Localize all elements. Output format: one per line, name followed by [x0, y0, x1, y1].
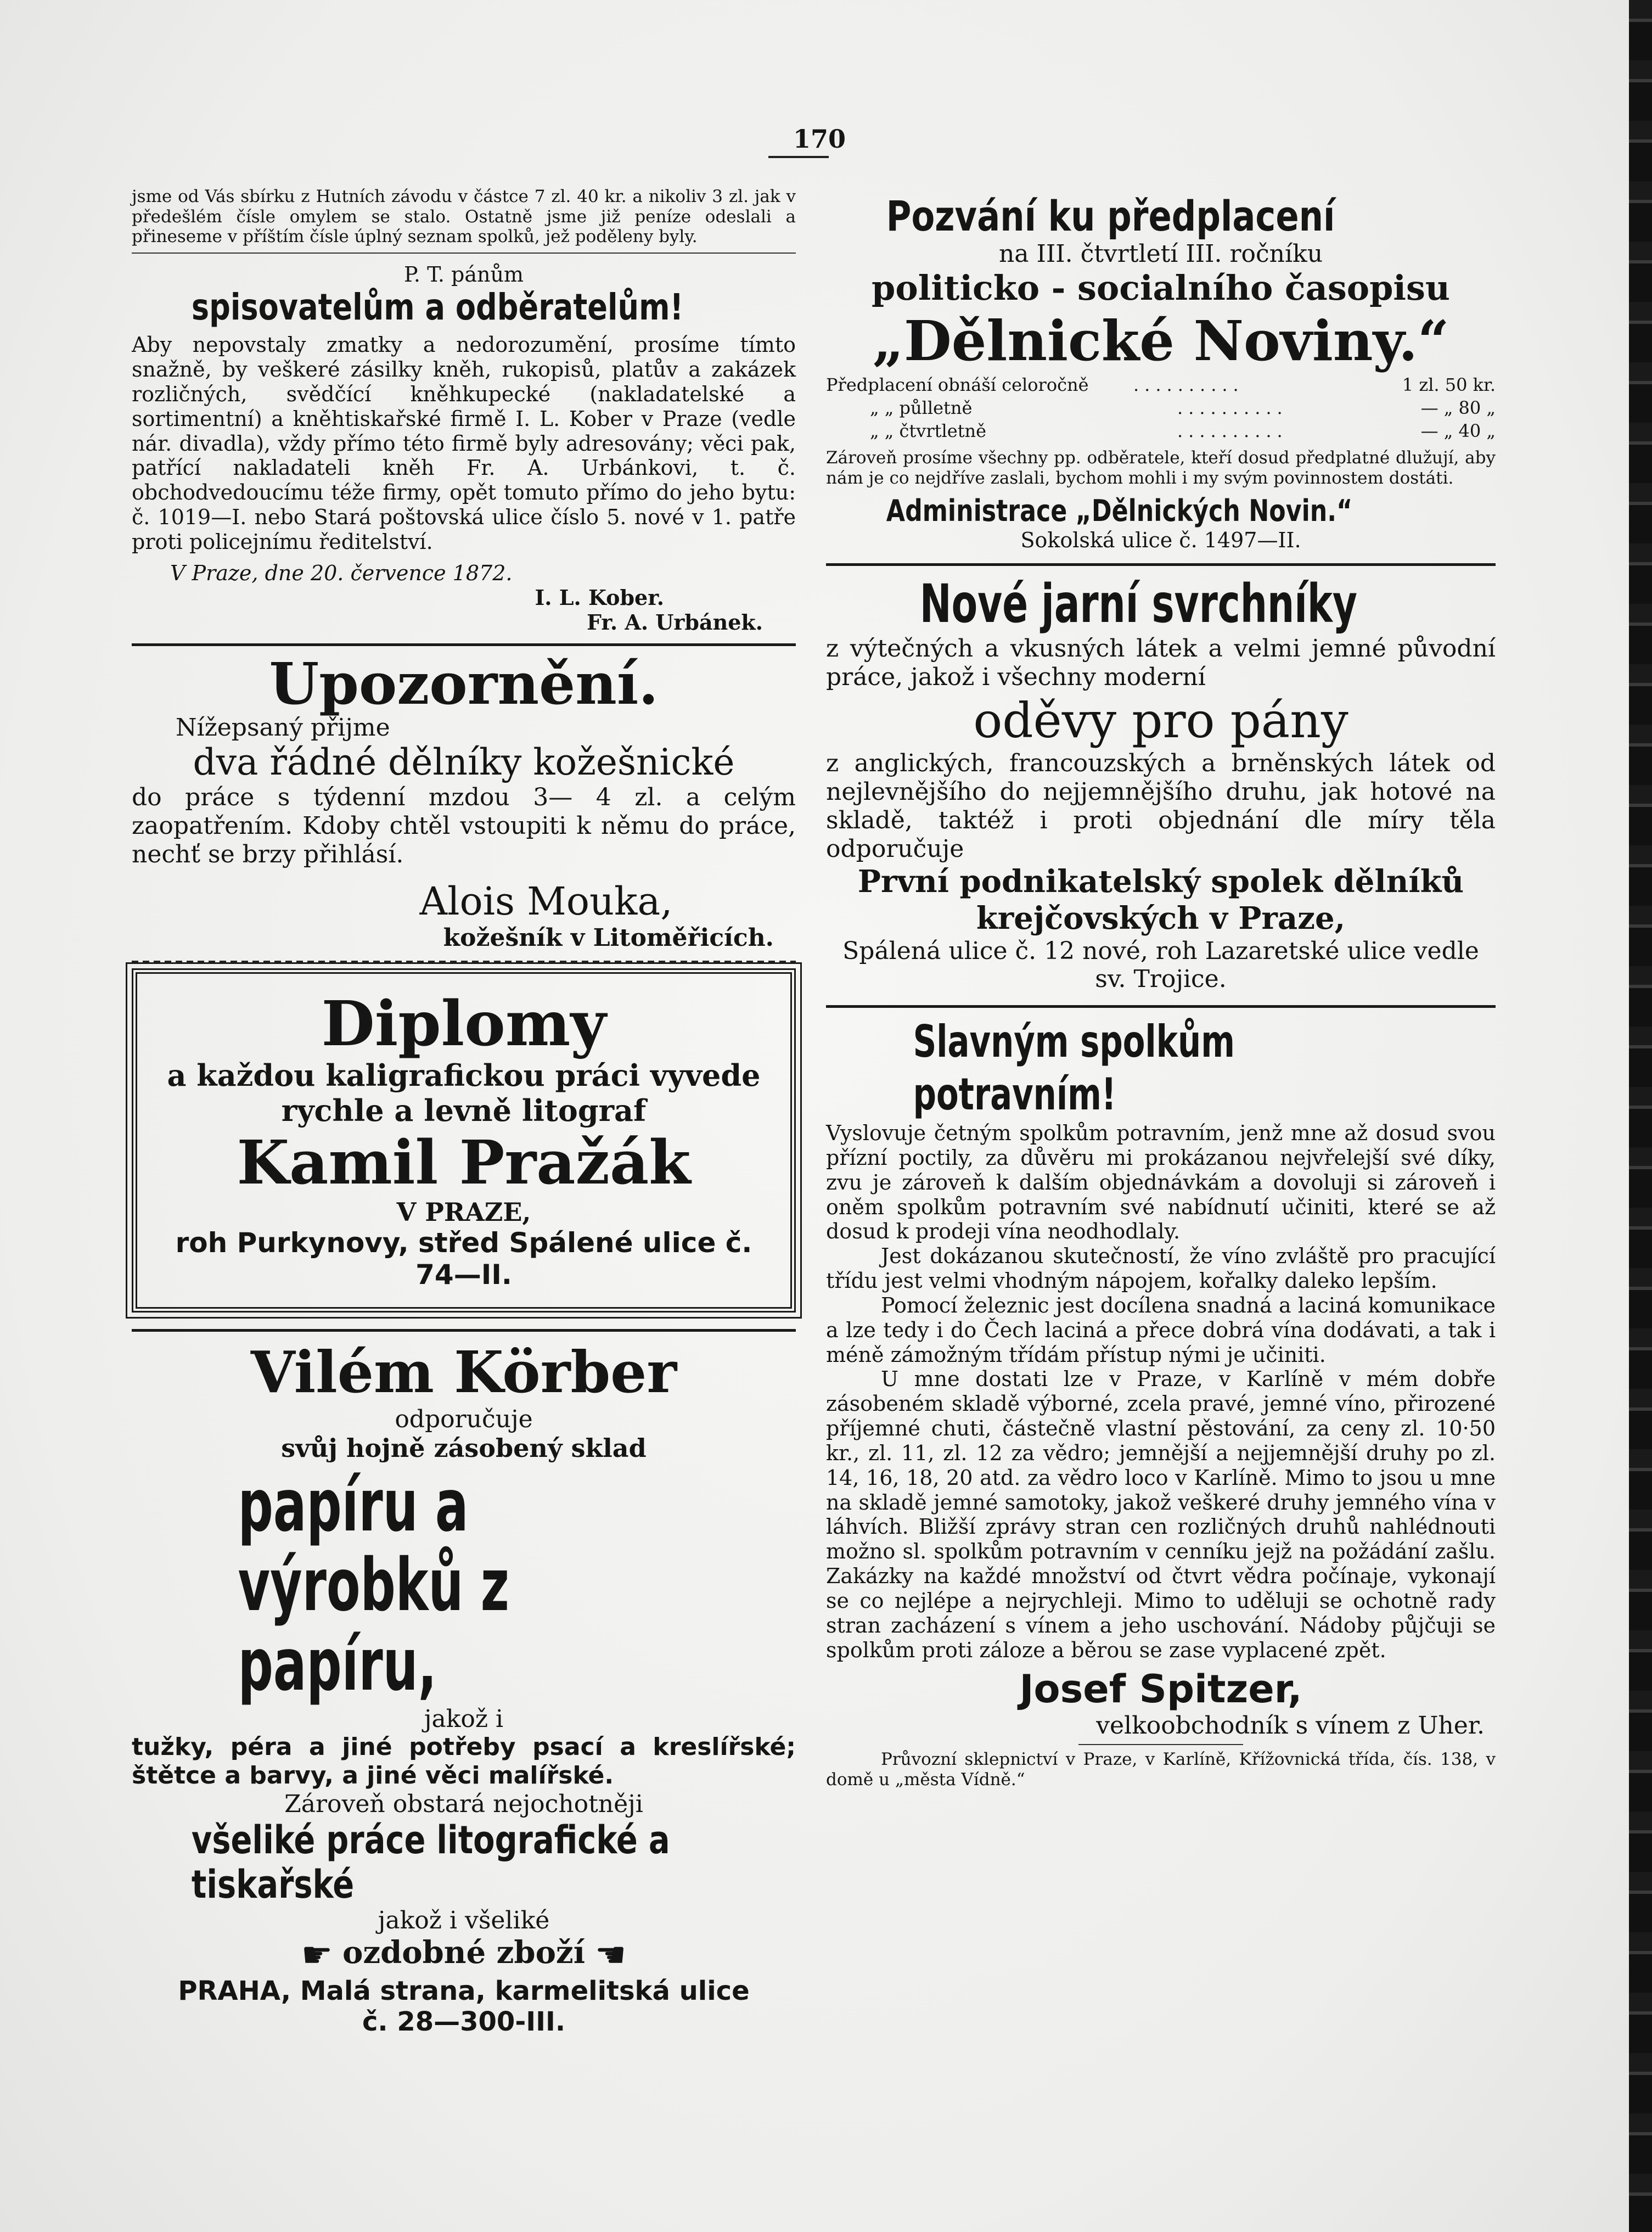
korber-also-3: jakož i všeliké	[378, 1906, 550, 1935]
price-label: „ „ půlletně	[870, 397, 973, 418]
notice-headline: dva řádné dělníky kožešnické	[193, 741, 735, 783]
coats-address: Spálená ulice č. 12 nové, roh Lazaretské ulice vedle sv. Trojice.	[842, 937, 1479, 994]
page-number-rule	[768, 156, 829, 158]
subscription-body: Zároveň prosíme všechny pp. odběratele, kteří dosud předplatné dlužují, aby nám je co nejdříve zaslali, bychom mohli i my svým povinnostem dostáti.	[826, 448, 1496, 488]
coats-body: z anglických, francouzských a brněnských látek od nejlevnějšího do nejjemnějšího druhu, jak hotové na skladě, taktéž i proti objednání dle míry těla odporučuje	[826, 749, 1496, 863]
price-leader: ..........	[1177, 397, 1288, 418]
wine-paragraph-2: Jest dokázanou skutečností, že víno zvláště pro pracující třídu jest velmi vhodným nápojem, kořalky daleko lepším.	[826, 1244, 1496, 1293]
subscription-kind: politicko - socialního časopisu	[872, 268, 1450, 309]
korber-items: tužky, péra a jiné potřeby psací a kreslířské; štětce a barvy, a jiné věci malířské.	[132, 1733, 796, 1790]
diplomy-city: V PRAZE,	[396, 1197, 531, 1227]
writers-date: V Praze, dne 20. července 1872.	[170, 560, 513, 585]
page-number: 170	[793, 124, 846, 154]
divider	[1078, 1744, 1243, 1745]
coats-title: Nové jarní svrchníky	[919, 573, 1357, 635]
divider	[826, 1005, 1496, 1008]
price-label: Předplacení obnáší celoročně	[826, 374, 1089, 396]
wine-paragraph-4: U mne dostati lze v Praze, v Karlíně v mém dobře zásobeném skladě výborné, zcela pravé, jemné víno, přirozené příjemné chuti, částečně vlastní pěstování, za ceny zl. 10·50 kr., zl. 11, zl. 12 za vědro; jemnější a nejjemnější druhy po zl. 14, 16, 18, 20 atd. za vědro loco v Karlíně. Mimo to jsou u mne na skladě jemné samotoky, jakož veškeré druhy jemného vína v láhvích. Bližší zprávy stran cen rozličných druhů nahlédnouti možno sl. spolkům potravním v cenníku jejž na požádání zašlu. Zakázky na každé množství od čtvrt vědra počínaje, vykonají se co nejlépe a nejrychleji. Mimo to uděluji se ochotně rady stran zacházení s vínem a jeho uschování. Nádoby půjčuji se spolkům proti záloze a běrou se zase vyplacené zpět.	[826, 1367, 1496, 1662]
subscription-admin: Administrace „Dělnických Novin.“	[886, 493, 1353, 529]
divider	[826, 563, 1496, 566]
price-value: — „ 80 „	[1420, 397, 1496, 418]
price-value: — „ 40 „	[1420, 420, 1496, 441]
wine-paragraph-1: Vyslovuje četným spolkům potravním, jenž mne až dosud svou přízní poctily, za důvěru mi prokázanou nejvřelejší své díky, zvu je zároveň k dalším objednávkám a dovoluji si zároveň i oněm spolkům potravním své nabídnutí učiniti, které se až dosud k prodeji vína neodhodlaly.	[826, 1121, 1496, 1244]
subscription-sub: na III. čtvrtletí III. ročníku	[998, 240, 1323, 268]
korber-address-2: č. 28—300-III.	[362, 2006, 566, 2037]
divider	[132, 1329, 796, 1332]
notice-intro: Nížepsaný přijme	[176, 713, 390, 742]
diplomy-ad-frame	[132, 968, 796, 1313]
korber-recommends: odporučuje	[395, 1405, 533, 1433]
price-leader: ..........	[1133, 374, 1244, 396]
coats-company: První podnikatelský spolek dělníků krejčovských v Praze,	[857, 863, 1464, 936]
korber-headline: papíru a výrobků z papíru,	[238, 1463, 509, 1708]
diplomy-title: Diplomy	[321, 988, 606, 1060]
price-label: „ „ čtvrtletně	[870, 420, 987, 441]
diplomy-line-1: a každou kaligrafickou práci vyvede	[167, 1057, 761, 1093]
korber-also-2: Zároveň obstará nejochotněji	[284, 1790, 643, 1819]
wine-footer: Průvozní sklepnictví v Praze, v Karlíně, Křížovnická třída, čís. 138, v domě u „města Vídně.“	[826, 1749, 1496, 1790]
diplomy-address: roh Purkynovy, střed Spálené ulice č. 74—II.	[175, 1227, 752, 1291]
pointing-hand-right-icon: ☛	[301, 1934, 333, 1976]
writers-signature-2: Fr. A. Urbánek.	[587, 609, 763, 635]
pointing-hand-left-icon: ☚	[594, 1934, 627, 1976]
korber-goods-line	[132, 1934, 796, 1976]
korber-stock: svůj hojně zásobený sklad	[281, 1433, 647, 1463]
korber-name: Vilém Körber	[250, 1338, 677, 1406]
writers-signature-1: I. L. Kober.	[535, 585, 664, 610]
divider	[132, 961, 796, 963]
price-row	[826, 397, 1496, 420]
subscription-title: Pozvání ku předplacení	[886, 192, 1335, 240]
notice-name: Alois Mouka,	[419, 878, 673, 924]
writers-body: Aby nepovstaly zmatky a nedorozumění, prosíme tímto snažně, by veškeré zásilky kněh, rukopisů, platův a zakázek rozličných, svědčící kněhkupecké (nakladatelské a sortimentní) a kněhtiskařské firmě I. L. Kober v Praze (vedle nár. divadla), vždy přímo této firmě byly adresovány; věci pak, patřící nakladateli kněh Fr. A. Urbánkovi, t. č. obchodvedoucímu téže firmy, opět tomuto přímo do jeho bytu: č. 1019—I. nebo Stará poštovská ulice číslo 5. nové v 1. patře proti policejnímu ředitelství.	[132, 333, 796, 554]
price-leader: ..........	[1177, 420, 1288, 441]
korber-address-1: PRAHA, Malá strana, karmelitská ulice	[178, 1975, 750, 2006]
price-row	[826, 420, 1496, 443]
subscription-paper: „Dělnické Noviny.“	[872, 309, 1449, 374]
notice-title: Upozornění.	[269, 649, 659, 717]
price-row	[826, 374, 1496, 397]
diplomy-name: Kamil Pražák	[237, 1126, 691, 1198]
writers-title: spisovatelům a odběratelům!	[191, 285, 684, 328]
notice-body: do práce s týdenní mzdou 3— 4 zl. a celým zaopatřením. Kdoby chtěl vstoupiti k němu do práce, nechť se brzy přihlásí.	[132, 783, 796, 868]
korber-also: jakož i	[424, 1705, 504, 1734]
price-value: 1 zl. 50 kr.	[1402, 374, 1496, 396]
coats-intro: z výtečných a vkusných látek a velmi jemné původní práce, jakož i všechny moderní	[826, 634, 1496, 691]
wine-role: velkoobchodník s vínem z Uher.	[1096, 1712, 1485, 1740]
divider	[132, 253, 796, 254]
wine-title: Slavným spolkům potravním!	[913, 1016, 1235, 1120]
coats-headline: oděvy pro pány	[973, 692, 1348, 749]
scan-edge	[1629, 0, 1652, 2232]
korber-services: všeliké práce litografické a tiskařské	[191, 1818, 670, 1907]
diplomy-line-2: rychle a levně litograf	[281, 1092, 647, 1128]
collection-notice: jsme od Vás sbírku z Hutních závodu v částce 7 zl. 40 kr. a nikoliv 3 zl. jak v předešlém čísle omylem se stalo. Ostatně jsme již peníze odeslali a přineseme v příštím čísle úplný seznam spolků, jež poděleny byly.	[132, 187, 796, 247]
wine-paragraph-3: Pomocí železnic jest docílena snadná a laciná komunikace a lze tedy i do Čech laciná a přece dobrá vína dodávati, a tak i méně zámožným třídám přístup nými je učiniti.	[826, 1293, 1496, 1367]
divider	[132, 643, 796, 646]
wine-name: Josef Spitzer,	[1019, 1667, 1302, 1712]
subscription-address: Sokolská ulice č. 1497—II.	[1020, 528, 1301, 553]
right-column	[826, 192, 1496, 1790]
notice-role: kožešník v Litoměřicích.	[443, 923, 774, 952]
korber-goods: ozdobné zboží	[342, 1934, 586, 1971]
writers-salutation: P. T. pánům	[404, 262, 524, 287]
left-column	[132, 187, 796, 2037]
